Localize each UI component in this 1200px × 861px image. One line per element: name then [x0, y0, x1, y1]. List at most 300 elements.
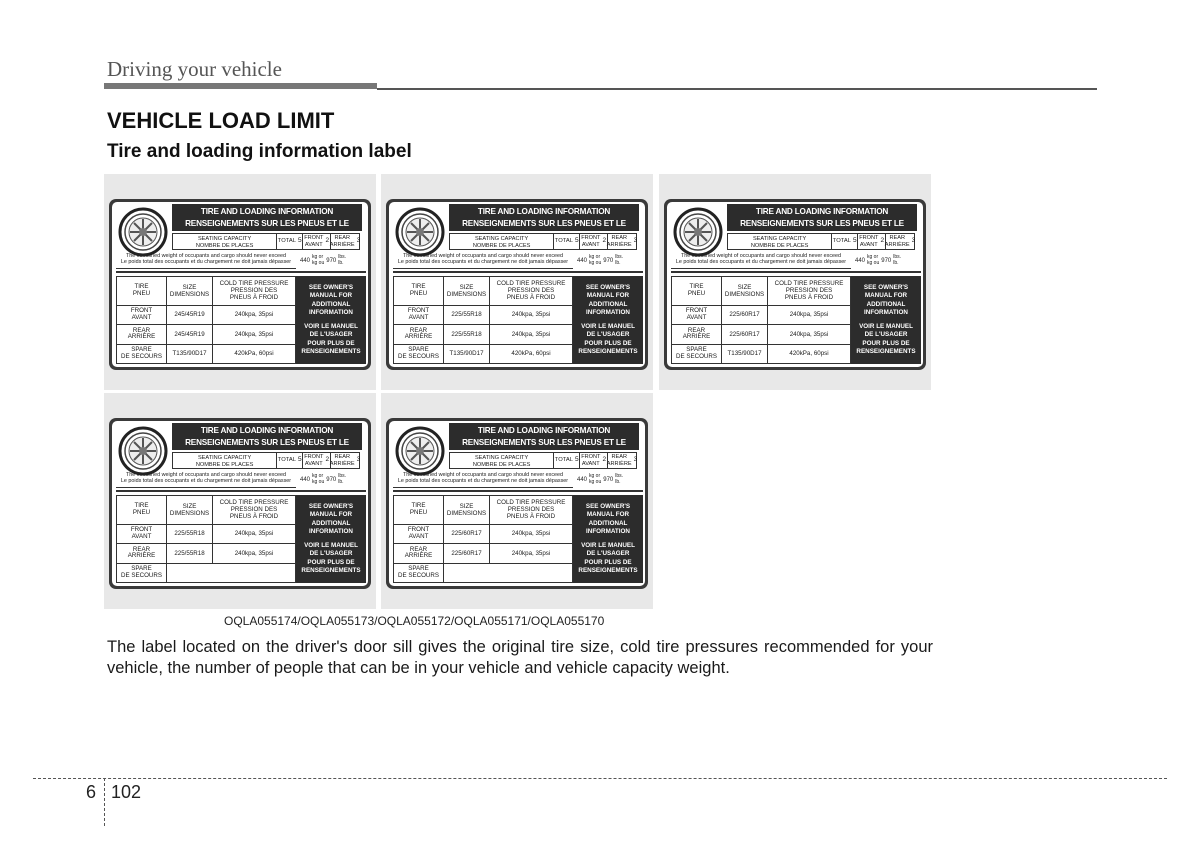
- chapter-number: 6: [86, 782, 97, 802]
- note-line-fr: VOIR LE MANUEL: [581, 541, 635, 549]
- note-line: MANUAL FOR: [586, 511, 630, 518]
- header-rule-thick: [104, 83, 377, 89]
- weight-text-en: The combined weight of occupants and cargo should never exceed: [402, 472, 564, 478]
- rear-tire-pressure: 240kpa, 35psi: [789, 330, 829, 338]
- arriere-label: ARRIÈRE: [329, 241, 355, 248]
- front-row-label-fr: AVANT: [408, 313, 429, 321]
- col-pression: PRESSION DES: [785, 287, 833, 295]
- total-value: 5: [852, 237, 857, 245]
- table-row: [672, 325, 850, 344]
- kg-ou-unit: kg ou: [589, 260, 602, 266]
- table-row: [394, 525, 572, 544]
- arriere-label: ARRIÈRE: [329, 460, 355, 467]
- table-row: [672, 345, 850, 363]
- rear-row-label: REAR: [409, 545, 428, 553]
- total-label: TOTAL: [277, 238, 296, 245]
- tire-label-panel: [381, 174, 653, 390]
- weight-kg-value: 440: [577, 476, 588, 483]
- owners-manual-note: [573, 495, 643, 583]
- chapter-title: Driving your vehicle: [107, 57, 282, 81]
- lbs-unit: lbs.: [615, 254, 624, 261]
- rear-tire-pressure: 240kpa, 35psi: [511, 330, 551, 338]
- col-dimensions: DIMENSIONS: [169, 290, 210, 298]
- col-size: SIZE: [737, 283, 752, 291]
- label-divider: [116, 490, 366, 492]
- note-line-fr: RENSEIGNEMENTS: [856, 348, 916, 355]
- label-header-fr: RENSEIGNEMENTS SUR LES PNEUS ET LE CHARGEMENT: [462, 219, 626, 240]
- table-header-row: [117, 496, 295, 525]
- col-dimensions: DIMENSIONS: [446, 290, 487, 298]
- note-line-fr: DE L'USAGER: [309, 550, 353, 557]
- table-row: [117, 306, 295, 325]
- seating-capacity-label: SEATING CAPACITY: [474, 236, 529, 242]
- spare-row-label-fr: DE SECOURS: [398, 571, 439, 579]
- front-tire-pressure: 240kpa, 35psi: [511, 311, 551, 319]
- lb-unit: lb.: [338, 479, 344, 485]
- weight-kg-value: 440: [300, 257, 311, 264]
- front-label: FRONT: [581, 235, 601, 241]
- note-line-fr: POUR PLUS DE: [862, 339, 910, 347]
- front-tire-size: 245/45R19: [174, 311, 205, 319]
- label-divider: [393, 271, 643, 273]
- tire-loading-label: [664, 199, 926, 370]
- lb-unit: lb.: [615, 479, 621, 485]
- note-line-fr: DE L'USAGER: [864, 331, 908, 338]
- section-subtitle: Tire and loading information label: [107, 141, 412, 162]
- rear-row-label-fr: ARRIÈRE: [404, 552, 433, 560]
- tire-pressure-table: [671, 276, 921, 364]
- note-line: MANUAL FOR: [586, 292, 630, 299]
- note-line-fr: VOIR LE MANUEL: [581, 322, 635, 330]
- front-row-label: FRONT: [685, 307, 708, 315]
- rear-tire-size: 225/55R18: [451, 330, 482, 338]
- table-row: [394, 325, 572, 344]
- arriere-label: ARRIÈRE: [606, 241, 632, 248]
- table-row: [394, 564, 572, 582]
- label-header-en: TIRE AND LOADING INFORMATION: [200, 426, 334, 435]
- col-pneu: PNEU: [687, 289, 706, 297]
- table-header-row: [394, 496, 572, 525]
- weight-lbs-value: 970: [603, 257, 614, 264]
- col-pression: PRESSION DES: [507, 506, 555, 514]
- rear-seats-value: 3: [356, 237, 361, 245]
- spare-tire-size: T135/90D17: [727, 350, 762, 358]
- front-row-label-fr: AVANT: [131, 313, 152, 321]
- col-pneus-a-froid: PNEUS À FROID: [229, 513, 279, 521]
- note-line: INFORMATION: [586, 309, 630, 316]
- header-rule-thin: [377, 88, 1097, 90]
- table-row: [394, 306, 572, 325]
- nombre-de-places-label: NOMBRE DE PLACES: [195, 242, 254, 249]
- weight-text-en: The combined weight of occupants and cargo should never exceed: [680, 253, 842, 259]
- col-pressure: COLD TIRE PRESSURE: [219, 280, 289, 288]
- weight-limit-row: [393, 253, 643, 269]
- total-label: TOTAL: [554, 238, 573, 245]
- rear-row-label: REAR: [132, 326, 151, 334]
- front-label: FRONT: [304, 235, 324, 241]
- weight-limit-row: [116, 472, 366, 488]
- note-line: SEE OWNER'S: [308, 502, 354, 510]
- label-header-fr: RENSEIGNEMENTS SUR LES PNEUS ET LE CHARGEMENT: [185, 219, 349, 240]
- note-line: ADDITIONAL: [588, 519, 628, 527]
- rear-label: REAR: [334, 235, 350, 241]
- weight-kg-value: 440: [300, 476, 311, 483]
- weight-limit-row: [116, 253, 366, 269]
- front-row-label-fr: AVANT: [131, 532, 152, 540]
- note-line-fr: RENSEIGNEMENTS: [301, 348, 361, 355]
- col-size: SIZE: [459, 502, 474, 510]
- spare-row-label: SPARE: [408, 564, 429, 572]
- col-tire: TIRE: [134, 283, 149, 291]
- rear-seats-value: 3: [633, 237, 638, 245]
- note-line-fr: POUR PLUS DE: [307, 339, 355, 347]
- table-header-row: [394, 277, 572, 306]
- avant-label: AVANT: [304, 241, 323, 248]
- tire-pressure-table: [116, 495, 366, 583]
- note-line-fr: VOIR LE MANUEL: [304, 322, 358, 330]
- rear-tire-pressure: 240kpa, 35psi: [511, 549, 551, 557]
- note-line-fr: DE L'USAGER: [309, 331, 353, 338]
- rear-label: REAR: [334, 454, 350, 460]
- front-row-label-fr: AVANT: [408, 532, 429, 540]
- label-header-en: TIRE AND LOADING INFORMATION: [755, 207, 889, 216]
- note-line: ADDITIONAL: [588, 300, 628, 308]
- front-tire-size: 225/55R18: [174, 530, 205, 538]
- tire-loading-label: [386, 199, 648, 370]
- note-line-fr: RENSEIGNEMENTS: [578, 567, 638, 574]
- col-pressure: COLD TIRE PRESSURE: [496, 280, 566, 288]
- note-line: SEE OWNER'S: [863, 283, 909, 291]
- nombre-de-places-label: NOMBRE DE PLACES: [472, 461, 531, 468]
- front-seats-value: 2: [602, 456, 607, 464]
- note-line-fr: POUR PLUS DE: [584, 558, 632, 566]
- rear-seats-value: 3: [356, 456, 361, 464]
- avant-label: AVANT: [581, 241, 600, 248]
- total-value: 5: [574, 237, 579, 245]
- seating-capacity-label: SEATING CAPACITY: [752, 236, 807, 242]
- rear-seats-value: 3: [911, 237, 916, 245]
- seating-capacity-box: [172, 452, 360, 469]
- rear-label: REAR: [611, 235, 627, 241]
- col-tire: TIRE: [411, 502, 426, 510]
- total-value: 5: [297, 456, 302, 464]
- spare-row-label-fr: DE SECOURS: [676, 352, 717, 360]
- tire-label-panel: [381, 393, 653, 609]
- note-line: ADDITIONAL: [866, 300, 906, 308]
- note-line: MANUAL FOR: [864, 292, 908, 299]
- col-size: SIZE: [182, 502, 197, 510]
- tire-icon: [118, 207, 168, 257]
- spare-row-label: SPARE: [131, 564, 152, 572]
- tire-loading-label: [109, 418, 371, 589]
- weight-kg-value: 440: [855, 257, 866, 264]
- front-tire-pressure: 240kpa, 35psi: [789, 311, 829, 319]
- total-value: 5: [574, 456, 579, 464]
- rear-row-label: REAR: [132, 545, 151, 553]
- weight-lbs-value: 970: [603, 476, 614, 483]
- front-label: FRONT: [304, 454, 324, 460]
- tire-loading-label: [386, 418, 648, 589]
- note-line: SEE OWNER'S: [585, 502, 631, 510]
- weight-limit-row: [671, 253, 921, 269]
- note-line: INFORMATION: [864, 309, 908, 316]
- front-row-label: FRONT: [130, 526, 153, 534]
- col-tire: TIRE: [134, 502, 149, 510]
- kg-ou-unit: kg ou: [312, 479, 325, 485]
- front-row-label: FRONT: [407, 526, 430, 534]
- tire-label-panel: [104, 174, 376, 390]
- kg-ou-unit: kg ou: [589, 479, 602, 485]
- lb-unit: lb.: [338, 260, 344, 266]
- kg-or-unit: kg or: [867, 254, 879, 261]
- note-line: MANUAL FOR: [309, 511, 353, 518]
- kg-or-unit: kg or: [589, 254, 601, 261]
- rear-label: REAR: [889, 235, 905, 241]
- note-line-fr: DE L'USAGER: [586, 550, 630, 557]
- weight-text-fr: Le poids total des occupants et du chargement ne doit jamais dépasser: [397, 478, 569, 485]
- owners-manual-note: [851, 276, 921, 364]
- label-header-en: TIRE AND LOADING INFORMATION: [200, 207, 334, 216]
- nombre-de-places-label: NOMBRE DE PLACES: [195, 461, 254, 468]
- tire-icon: [673, 207, 723, 257]
- col-pression: PRESSION DES: [230, 506, 278, 514]
- rear-row-label-fr: ARRIÈRE: [127, 333, 156, 341]
- lbs-unit: lbs.: [338, 473, 347, 480]
- rear-row-label: REAR: [409, 326, 428, 334]
- weight-lbs-value: 970: [326, 257, 337, 264]
- note-line: INFORMATION: [309, 309, 353, 316]
- page-number: 102: [111, 782, 142, 802]
- weight-text-fr: Le poids total des occupants et du chargement ne doit jamais dépasser: [675, 259, 847, 266]
- rear-row-label-fr: ARRIÈRE: [127, 552, 156, 560]
- table-row: [394, 345, 572, 363]
- front-tire-pressure: 240kpa, 35psi: [234, 530, 274, 538]
- seating-capacity-label: SEATING CAPACITY: [197, 236, 252, 242]
- table-row: [672, 306, 850, 325]
- col-dimensions: DIMENSIONS: [446, 509, 487, 517]
- total-label: TOTAL: [554, 457, 573, 464]
- weight-text-fr: Le poids total des occupants et du chargement ne doit jamais dépasser: [120, 478, 292, 485]
- spare-tire-pressure: 420kPa, 60psi: [511, 350, 551, 358]
- owners-manual-note: [296, 276, 366, 364]
- weight-kg-value: 440: [577, 257, 588, 264]
- kg-or-unit: kg or: [312, 473, 324, 480]
- spare-tire-size: T135/90D17: [449, 350, 484, 358]
- rear-tire-size: 225/55R18: [174, 549, 205, 557]
- spare-tire-pressure: 420kPa, 60psi: [789, 350, 829, 358]
- col-tire: TIRE: [689, 283, 704, 291]
- spare-row-label: SPARE: [408, 345, 429, 353]
- rear-label: REAR: [611, 454, 627, 460]
- table-row: [117, 325, 295, 344]
- owners-manual-note: [296, 495, 366, 583]
- label-header-fr: RENSEIGNEMENTS SUR LES PNEUS ET LE CHARGEMENT: [740, 219, 904, 240]
- spare-row-label-fr: DE SECOURS: [121, 571, 162, 579]
- lb-unit: lb.: [615, 260, 621, 266]
- front-row-label: FRONT: [407, 307, 430, 315]
- front-tire-size: 225/60R17: [451, 530, 482, 538]
- weight-lbs-value: 970: [881, 257, 892, 264]
- lbs-unit: lbs.: [893, 254, 902, 261]
- note-line: SEE OWNER'S: [308, 283, 354, 291]
- kg-ou-unit: kg ou: [867, 260, 880, 266]
- col-pneu: PNEU: [409, 289, 428, 297]
- total-label: TOTAL: [832, 238, 851, 245]
- weight-text-en: The combined weight of occupants and cargo should never exceed: [125, 253, 287, 259]
- col-pneu: PNEU: [132, 289, 151, 297]
- front-tire-size: 225/55R18: [451, 311, 482, 319]
- tire-label-panel: [104, 393, 376, 609]
- tire-loading-label: [109, 199, 371, 370]
- col-pneus-a-froid: PNEUS À FROID: [506, 513, 556, 521]
- tire-pressure-table: [393, 495, 643, 583]
- footer-divider: [33, 778, 1167, 779]
- front-seats-value: 2: [602, 237, 607, 245]
- spare-tire-size: T135/90D17: [172, 350, 207, 358]
- note-line-fr: RENSEIGNEMENTS: [301, 567, 361, 574]
- front-label: FRONT: [859, 235, 879, 241]
- label-header-en: TIRE AND LOADING INFORMATION: [477, 426, 611, 435]
- tire-icon: [395, 207, 445, 257]
- table-row: [117, 345, 295, 363]
- kg-or-unit: kg or: [589, 473, 601, 480]
- lbs-unit: lbs.: [338, 254, 347, 261]
- note-line-fr: POUR PLUS DE: [307, 558, 355, 566]
- col-pneus-a-froid: PNEUS À FROID: [229, 294, 279, 302]
- spare-row-label-fr: DE SECOURS: [398, 352, 439, 360]
- figure-code: OQLA055174/OQLA055173/OQLA055172/OQLA055171/OQLA055170: [224, 614, 605, 628]
- seating-capacity-label: SEATING CAPACITY: [197, 455, 252, 461]
- note-line: INFORMATION: [309, 528, 353, 535]
- col-pneus-a-froid: PNEUS À FROID: [784, 294, 834, 302]
- col-pressure: COLD TIRE PRESSURE: [219, 499, 289, 507]
- rear-tire-size: 225/60R17: [451, 549, 482, 557]
- seating-capacity-box: [727, 233, 915, 250]
- spare-row-label: SPARE: [686, 345, 707, 353]
- table-row: [117, 544, 295, 563]
- front-tire-pressure: 240kpa, 35psi: [511, 530, 551, 538]
- note-line: SEE OWNER'S: [585, 283, 631, 291]
- kg-or-unit: kg or: [312, 254, 324, 261]
- col-dimensions: DIMENSIONS: [169, 509, 210, 517]
- label-divider: [116, 271, 366, 273]
- note-line: INFORMATION: [586, 528, 630, 535]
- label-divider: [671, 271, 921, 273]
- col-pneu: PNEU: [132, 508, 151, 516]
- label-divider: [393, 490, 643, 492]
- col-pression: PRESSION DES: [230, 287, 278, 295]
- table-row: [117, 564, 295, 582]
- nombre-de-places-label: NOMBRE DE PLACES: [750, 242, 809, 249]
- table-row: [117, 525, 295, 544]
- label-header-fr: RENSEIGNEMENTS SUR LES PNEUS ET LE CHARGEMENT: [185, 438, 349, 459]
- footer-divider-vertical: [104, 778, 105, 826]
- owners-manual-note: [573, 276, 643, 364]
- kg-ou-unit: kg ou: [312, 260, 325, 266]
- label-header-en: TIRE AND LOADING INFORMATION: [477, 207, 611, 216]
- table-row: [394, 544, 572, 563]
- weight-text-fr: Le poids total des occupants et du chargement ne doit jamais dépasser: [120, 259, 292, 266]
- rear-tire-size: 245/45R19: [174, 330, 205, 338]
- col-pneu: PNEU: [409, 508, 428, 516]
- note-line-fr: POUR PLUS DE: [584, 339, 632, 347]
- front-label: FRONT: [581, 454, 601, 460]
- note-line-fr: DE L'USAGER: [586, 331, 630, 338]
- col-dimensions: DIMENSIONS: [724, 290, 765, 298]
- total-label: TOTAL: [277, 457, 296, 464]
- weight-text-fr: Le poids total des occupants et du chargement ne doit jamais dépasser: [397, 259, 569, 266]
- seating-capacity-label: SEATING CAPACITY: [474, 455, 529, 461]
- label-header-fr: RENSEIGNEMENTS SUR LES PNEUS ET LE CHARGEMENT: [462, 438, 626, 459]
- rear-row-label-fr: ARRIÈRE: [404, 333, 433, 341]
- front-row-label-fr: AVANT: [686, 313, 707, 321]
- col-pressure: COLD TIRE PRESSURE: [774, 280, 844, 288]
- weight-lbs-value: 970: [326, 476, 337, 483]
- front-seats-value: 2: [325, 237, 330, 245]
- col-size: SIZE: [182, 283, 197, 291]
- avant-label: AVANT: [859, 241, 878, 248]
- tire-label-panel: [659, 174, 931, 390]
- front-tire-size: 225/60R17: [729, 311, 760, 319]
- rear-tire-pressure: 240kpa, 35psi: [234, 330, 274, 338]
- rear-row-label-fr: ARRIÈRE: [682, 333, 711, 341]
- front-seats-value: 2: [880, 237, 885, 245]
- col-pressure: COLD TIRE PRESSURE: [496, 499, 566, 507]
- note-line-fr: VOIR LE MANUEL: [304, 541, 358, 549]
- total-value: 5: [297, 237, 302, 245]
- seating-capacity-box: [172, 233, 360, 250]
- tire-pressure-table: [116, 276, 366, 364]
- weight-limit-row: [393, 472, 643, 488]
- note-line: MANUAL FOR: [309, 292, 353, 299]
- tire-icon: [395, 426, 445, 476]
- col-pneus-a-froid: PNEUS À FROID: [506, 294, 556, 302]
- section-title: VEHICLE LOAD LIMIT: [107, 108, 335, 133]
- seating-capacity-box: [449, 233, 637, 250]
- nombre-de-places-label: NOMBRE DE PLACES: [472, 242, 531, 249]
- rear-row-label: REAR: [687, 326, 706, 334]
- table-header-row: [672, 277, 850, 306]
- lbs-unit: lbs.: [615, 473, 624, 480]
- note-line-fr: RENSEIGNEMENTS: [578, 348, 638, 355]
- spare-tire-pressure: 420kPa, 60psi: [234, 350, 274, 358]
- tire-icon: [118, 426, 168, 476]
- note-line: ADDITIONAL: [311, 519, 351, 527]
- arriere-label: ARRIÈRE: [606, 460, 632, 467]
- weight-text-en: The combined weight of occupants and cargo should never exceed: [402, 253, 564, 259]
- body-paragraph: The label located on the driver's door sill gives the original tire size, cold tire pressures recommended for your vehicle, the number of people that can be in your vehicle and vehicle capacity weight.: [107, 638, 933, 677]
- rear-tire-pressure: 240kpa, 35psi: [234, 549, 274, 557]
- avant-label: AVANT: [304, 460, 323, 467]
- weight-text-en: The combined weight of occupants and cargo should never exceed: [125, 472, 287, 478]
- note-line: ADDITIONAL: [311, 300, 351, 308]
- col-tire: TIRE: [411, 283, 426, 291]
- rear-seats-value: 3: [633, 456, 638, 464]
- spare-row-label-fr: DE SECOURS: [121, 352, 162, 360]
- tire-pressure-table: [393, 276, 643, 364]
- front-seats-value: 2: [325, 456, 330, 464]
- front-row-label: FRONT: [130, 307, 153, 315]
- front-tire-pressure: 240kpa, 35psi: [234, 311, 274, 319]
- avant-label: AVANT: [581, 460, 600, 467]
- note-line-fr: VOIR LE MANUEL: [859, 322, 913, 330]
- lb-unit: lb.: [893, 260, 899, 266]
- spare-row-label: SPARE: [131, 345, 152, 353]
- seating-capacity-box: [449, 452, 637, 469]
- col-pression: PRESSION DES: [507, 287, 555, 295]
- rear-tire-size: 225/60R17: [729, 330, 760, 338]
- col-size: SIZE: [459, 283, 474, 291]
